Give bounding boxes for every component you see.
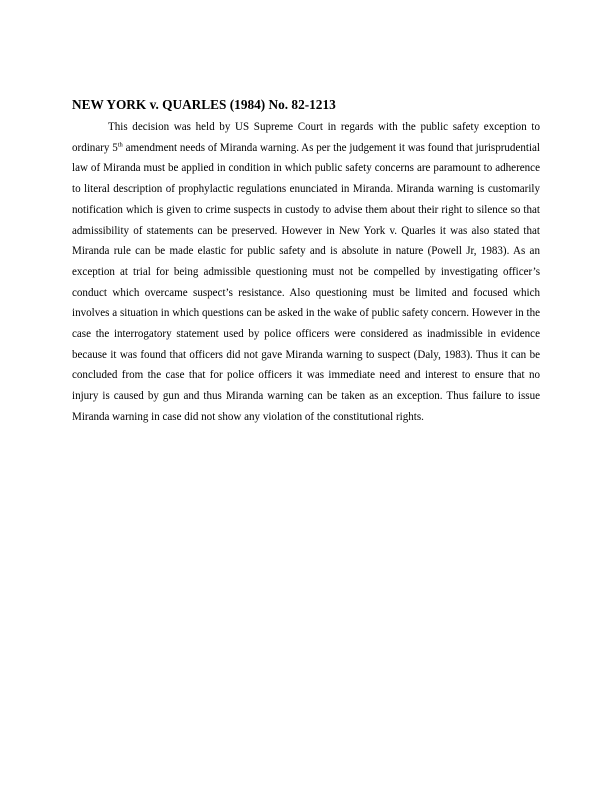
case-heading: NEW YORK v. QUARLES (1984) No. 82-1213 (72, 97, 336, 112)
paragraph-text-start: This decision was held by US Supreme Court in regards with the public safety exception to ordinary 5 (72, 121, 540, 154)
paragraph-text-rest: amendment needs of Miranda warning. As per the judgement it was found that jurisprudential law of Miranda must be applied in condition in which public safety concerns are paramount to adherence to literal description of prophylactic regulations enunciated in Miranda. Miranda warning is customarily notification which is given to crime suspects in custody to advise them about their right to silence so that admissibility of statements can be preserved. However in New York v. Quarles it was also stated that Miranda rule can be made elastic for public safety and is absolute in nature (Powell Jr, 1983). As an exception at trial for being admissible questioning must not be compelled by investigating officer’s conduct which overcame suspect’s resistance. Also questioning must be limited and focused which involves a situation in which questions can be asked in the wake of public safety concern. However in the case the interrogatory statement used by police officers were considered as inadmissible in evidence because it was found that officers did not gave Miranda warning to suspect (Daly, 1983). Thus it can be concluded from the case that for police officers it was immediate need and interest to ensure that no injury is caused by gun and thus Miranda warning can be taken as an exception. Thus failure to issue Miranda warning in case did not show any violation of the constitutional rights. (72, 141, 540, 423)
ordinal-superscript: th (117, 141, 123, 149)
document-content (72, 96, 540, 428)
case-paragraph (72, 117, 540, 428)
